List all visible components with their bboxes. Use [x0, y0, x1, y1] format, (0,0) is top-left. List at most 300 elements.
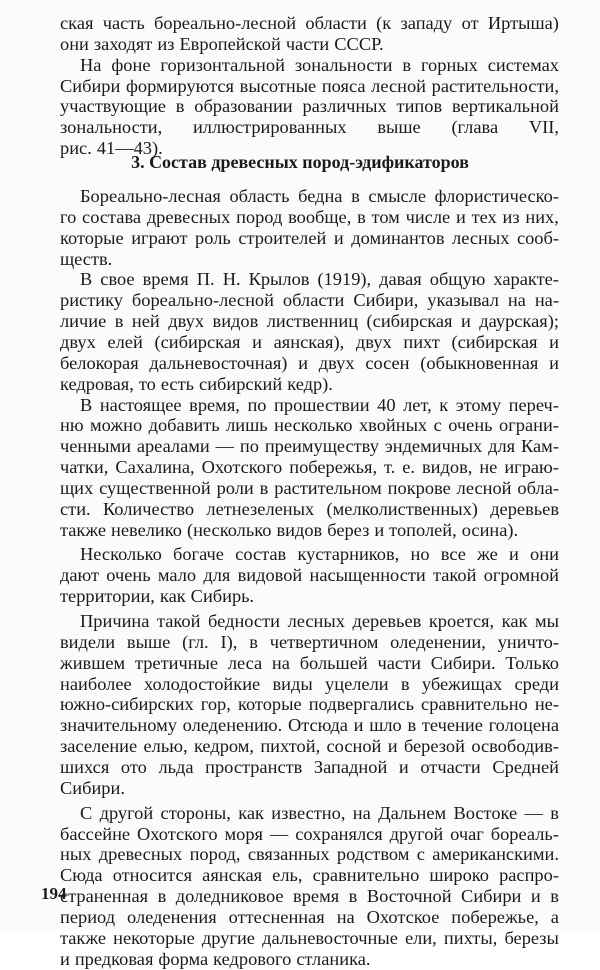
word: Н.: [222, 269, 241, 290]
word: лиственниц: [266, 311, 359, 332]
word: VII,: [528, 117, 559, 138]
word: в: [400, 673, 410, 694]
word: видовой: [237, 565, 303, 586]
word: 41—43).: [96, 138, 163, 159]
word: (сибирская: [451, 331, 538, 352]
word: как: [238, 802, 264, 823]
word: территории,: [60, 586, 155, 607]
word: такой: [432, 565, 477, 586]
word: пород: [236, 206, 283, 227]
word: западу: [400, 13, 453, 33]
word: и: [530, 886, 541, 906]
word: шло: [369, 715, 402, 736]
text-line: [80, 186, 559, 207]
text-line: [60, 520, 540, 541]
word: Сахалина,: [115, 457, 195, 477]
text-line: [60, 499, 559, 520]
word: несколько: [274, 415, 353, 436]
word: насыщенности: [309, 565, 426, 586]
word: настоящее: [99, 394, 182, 415]
word: СССР.: [334, 33, 384, 54]
word: ареалами: [136, 436, 210, 457]
word: зональности,: [60, 117, 163, 138]
word: ню: [60, 415, 84, 436]
word: ных: [60, 844, 92, 865]
word: в: [351, 185, 360, 206]
word: смысле: [368, 185, 427, 206]
word: область: [229, 185, 290, 206]
word: этому: [455, 394, 502, 415]
word: покрове: [387, 477, 451, 498]
word: состава: [82, 206, 142, 227]
word: жившем: [60, 652, 126, 673]
word: очень: [106, 565, 151, 586]
word: пихтой,: [260, 736, 321, 757]
word: как: [159, 586, 186, 607]
text-line: [60, 478, 559, 499]
word: они: [530, 544, 559, 565]
word: Сибири: [60, 75, 121, 96]
word: ществ.: [60, 248, 113, 269]
word: (мелколиственных): [326, 498, 478, 519]
word: значительному: [60, 715, 177, 736]
word: преимуществу: [264, 436, 379, 457]
word: очаг: [450, 823, 484, 844]
word: лесных: [452, 227, 510, 248]
word: чатки,: [60, 457, 109, 477]
word: прошествии: [274, 394, 370, 415]
word: щих: [60, 477, 94, 498]
word: связанных: [247, 844, 330, 865]
text-line: [60, 76, 559, 97]
text-line: [60, 415, 559, 436]
word: очень: [448, 415, 493, 436]
word: лет,: [403, 394, 432, 415]
word: Отсюда: [287, 715, 348, 736]
word: состав: [235, 544, 287, 565]
word: деревьев: [352, 611, 422, 631]
text-line: [80, 55, 559, 76]
word: рис.: [60, 138, 92, 159]
word: стланика.: [296, 948, 371, 969]
word: На: [80, 54, 102, 75]
word: Иртыша): [487, 13, 559, 33]
word: наиболее: [60, 673, 132, 694]
word: ристику: [60, 290, 123, 311]
word: В: [80, 269, 93, 290]
word: по: [239, 436, 259, 457]
word: осина).: [461, 519, 519, 540]
word: Западной: [313, 756, 388, 777]
word: мы: [535, 611, 559, 631]
word: давая: [379, 269, 422, 290]
text-line: [60, 96, 559, 117]
word: играю-: [504, 457, 559, 477]
word: строителей: [238, 227, 327, 248]
word: распро-: [499, 865, 559, 886]
word: и: [353, 715, 364, 736]
word: побережье,: [451, 906, 539, 927]
word: оледенении,: [390, 631, 486, 652]
word: в: [157, 886, 167, 906]
word: и: [333, 227, 344, 248]
word: пространств: [205, 756, 303, 777]
word: период: [60, 906, 116, 927]
word: тополей,: [389, 519, 457, 540]
word: в: [348, 886, 358, 906]
text-line: [60, 886, 559, 907]
word: и: [374, 519, 385, 540]
word: кедром,: [193, 736, 254, 757]
word: другие: [201, 927, 255, 948]
word: Восточной: [366, 886, 452, 906]
word: из: [157, 33, 175, 54]
word: березы: [504, 927, 559, 948]
word: —: [215, 436, 234, 457]
word: не-: [534, 694, 559, 715]
word: виды: [272, 673, 313, 694]
word: роль: [195, 227, 231, 248]
word: ото: [120, 756, 147, 777]
text-line: [60, 844, 559, 865]
word: образовании: [194, 96, 293, 117]
word: летнезеленых: [206, 498, 315, 519]
word: —: [269, 823, 289, 844]
word: Востоке: [453, 802, 518, 823]
word: лесной: [371, 75, 427, 96]
word: т.: [384, 457, 396, 477]
word: Сибирь.: [190, 586, 255, 607]
word: шихся: [60, 756, 110, 777]
text-line: [60, 565, 559, 586]
word: четвертичном: [269, 631, 379, 652]
word: как: [501, 611, 528, 631]
word: американскими.: [432, 844, 559, 865]
word: Сюда: [60, 865, 103, 886]
word: древесных: [98, 844, 183, 865]
word: и: [398, 756, 409, 777]
text-line: [80, 803, 559, 824]
word: двух: [60, 331, 96, 352]
word: горизонтальной: [160, 54, 285, 75]
word: оледенения: [127, 906, 217, 927]
word: ели,: [404, 927, 437, 948]
word: южно-сибирских: [60, 694, 194, 715]
word: растительном: [274, 477, 382, 498]
word: подвергались: [308, 694, 414, 715]
word: двух: [168, 311, 205, 332]
word: числе: [405, 206, 451, 227]
word: (несколько: [186, 519, 272, 540]
word: Средней: [492, 756, 559, 777]
word: время: [293, 886, 340, 906]
word: Бореально-лесная: [80, 185, 221, 206]
word: также: [60, 927, 106, 948]
word: другой: [389, 823, 444, 844]
word: убежищах: [421, 673, 503, 694]
word: некоторые: [113, 927, 195, 948]
word: сти.: [60, 498, 91, 519]
word: добавить: [148, 415, 220, 436]
word: лишь: [226, 415, 268, 436]
word: течение: [421, 715, 483, 736]
word: различных: [302, 96, 387, 117]
word: иллюстрированных: [192, 117, 347, 138]
word: аянская),: [273, 331, 345, 352]
text-line: [60, 290, 559, 311]
word: также: [60, 519, 106, 540]
word: есть: [160, 373, 195, 394]
word: и: [460, 311, 471, 332]
section-heading: 3. Состав древесных пород-эдификаторов: [131, 152, 469, 172]
word: холодостойкие: [143, 673, 261, 694]
word: фоне: [111, 54, 151, 75]
word: бореально-лесной: [131, 290, 274, 311]
word: доледниковое: [175, 886, 284, 906]
word: дают: [60, 565, 100, 586]
word: страненная: [60, 886, 149, 906]
text-line: [60, 715, 559, 736]
word: древесных: [146, 206, 231, 227]
word: заходят: [93, 33, 153, 54]
word: сосен: [365, 352, 410, 373]
text-line: [80, 269, 559, 290]
word: не: [479, 457, 498, 477]
word: части: [377, 652, 421, 673]
word: в: [550, 802, 559, 823]
word: П.: [196, 269, 215, 290]
word: Количество: [102, 498, 195, 519]
word: известно,: [271, 802, 346, 823]
word: общую: [429, 269, 486, 290]
word: же: [477, 544, 498, 565]
text-line: [60, 907, 559, 928]
word: мало: [157, 565, 197, 586]
word: личие: [60, 311, 107, 332]
word: лесных: [287, 611, 345, 631]
word: бассейне: [60, 823, 131, 844]
word: I),: [220, 631, 238, 652]
word: большей: [299, 652, 368, 673]
word: время,: [189, 394, 240, 415]
word: Охотского: [136, 823, 218, 844]
word: видов,: [422, 457, 473, 477]
word: ограни-: [499, 415, 559, 436]
word: вообще,: [288, 206, 352, 227]
word: 40: [377, 394, 396, 415]
word: леса: [227, 652, 263, 673]
word: (сибирская: [154, 331, 241, 352]
word: все: [440, 544, 466, 565]
text-line: [60, 207, 559, 228]
word: от: [461, 13, 479, 33]
word: на: [507, 290, 526, 311]
word: с: [416, 844, 425, 865]
word: форма: [158, 948, 209, 969]
word: для: [203, 565, 231, 586]
text-line: [60, 824, 559, 845]
word: (сибирская: [366, 311, 453, 332]
word: из: [502, 206, 520, 227]
text-line: [80, 395, 559, 416]
word: третичные: [134, 652, 219, 673]
word: и: [252, 331, 262, 352]
word: Охотского: [201, 457, 283, 477]
text-line: [60, 249, 140, 270]
word: том: [371, 206, 400, 227]
word: типов: [396, 96, 443, 117]
word: Сибири.: [60, 777, 125, 798]
word: сохранялся: [295, 823, 383, 844]
word: белокорая: [60, 352, 139, 373]
word: пихт: [403, 331, 440, 352]
word: относится: [112, 865, 193, 886]
text-line: [80, 611, 559, 632]
word: бедности: [208, 611, 280, 631]
word: и: [60, 948, 70, 969]
word: тех: [471, 206, 497, 227]
text-line: [60, 632, 559, 653]
word: —: [524, 802, 543, 823]
word: Охотское: [366, 906, 440, 927]
text-line: [60, 353, 559, 374]
word: среди: [514, 673, 559, 694]
word: побережья,: [289, 457, 378, 477]
word: в: [550, 886, 559, 906]
text-line: [60, 13, 559, 34]
word: сосной: [326, 736, 382, 757]
word: ская: [60, 13, 94, 33]
word: отчасти: [420, 756, 481, 777]
word: дальневосточная): [149, 352, 288, 373]
word: области: [305, 13, 367, 33]
word: Несколько: [80, 544, 162, 565]
word: можно: [90, 415, 143, 436]
word: льда: [158, 756, 194, 777]
word: на-: [534, 290, 559, 311]
word: и: [549, 352, 559, 373]
text-line: [60, 949, 390, 970]
word: в: [114, 311, 124, 332]
word: моря: [224, 823, 264, 844]
word: области: [282, 290, 345, 311]
word: хвойных: [358, 415, 428, 436]
word: сравнительно: [421, 694, 528, 715]
word: указывал: [427, 290, 499, 311]
text-line: [60, 332, 559, 353]
word: елью,: [143, 736, 188, 757]
word: кедр).: [287, 373, 333, 394]
word: Сибири: [461, 886, 522, 906]
word: С: [80, 802, 93, 823]
word: в: [402, 54, 412, 75]
word: бедна: [298, 185, 343, 206]
word: с: [433, 415, 442, 436]
text-line: [60, 674, 559, 695]
word: ченными: [60, 436, 131, 457]
text-line: [60, 778, 140, 799]
word: елей: [107, 331, 143, 352]
word: сооб-: [516, 227, 559, 248]
word: кедрового: [213, 948, 292, 969]
word: них,: [525, 206, 559, 227]
word: выше: [126, 631, 171, 652]
word: в: [407, 715, 417, 736]
word: и: [549, 331, 559, 352]
word: ней: [131, 311, 160, 332]
word: гор,: [200, 694, 231, 715]
word: (1919),: [317, 269, 372, 290]
word: и: [455, 206, 466, 227]
text-line: [60, 694, 559, 715]
text-line: [60, 34, 390, 55]
word: то: [138, 373, 156, 394]
word: выше: [377, 117, 421, 138]
word: формируются: [125, 75, 235, 96]
word: уцелели: [325, 673, 389, 694]
word: а: [550, 906, 559, 927]
word: Дальнем: [378, 802, 447, 823]
word: часть: [102, 13, 145, 33]
word: другой: [99, 802, 154, 823]
word: в: [259, 477, 269, 498]
word: В: [80, 394, 93, 415]
word: вертикальной: [451, 96, 559, 117]
word: которые: [60, 227, 124, 248]
word: видов: [212, 311, 259, 332]
word: и: [298, 352, 308, 373]
word: Крылов: [248, 269, 310, 290]
word: характе-: [493, 269, 559, 290]
word: переч-: [508, 394, 559, 415]
word: к: [439, 394, 449, 415]
word: кедровая,: [60, 373, 134, 394]
word: видов: [276, 519, 323, 540]
word: заселение: [60, 736, 138, 757]
word: деревьев: [490, 498, 559, 519]
word: (гл.: [182, 631, 209, 652]
word: которые: [237, 694, 302, 715]
word: части: [285, 33, 330, 54]
text-line: [80, 544, 559, 565]
word: Сибири,: [353, 290, 419, 311]
word: играют: [131, 227, 188, 248]
word: пояса: [321, 75, 366, 96]
word: участвующие: [60, 96, 166, 117]
word: е.: [402, 457, 416, 477]
word: кроется,: [428, 611, 495, 631]
word: (к: [376, 13, 392, 33]
word: эндемичных: [384, 436, 483, 457]
word: сравнительно: [312, 865, 420, 886]
text-line: [60, 928, 559, 949]
word: Кам-: [521, 436, 559, 457]
word: и: [387, 736, 398, 757]
text-line: [60, 228, 559, 249]
word: системах: [487, 54, 559, 75]
word: для: [488, 436, 516, 457]
text-line: [60, 757, 559, 778]
word: бореально-лесной: [154, 13, 297, 33]
word: дальневосточные: [262, 927, 398, 948]
text-line: [60, 436, 559, 457]
word: (обыкновенная: [420, 352, 539, 373]
word: доминантов: [351, 227, 445, 248]
text-line: [60, 736, 559, 757]
word: двух: [318, 352, 355, 373]
word: невелико: [111, 519, 182, 540]
word: Европейской: [179, 33, 281, 54]
